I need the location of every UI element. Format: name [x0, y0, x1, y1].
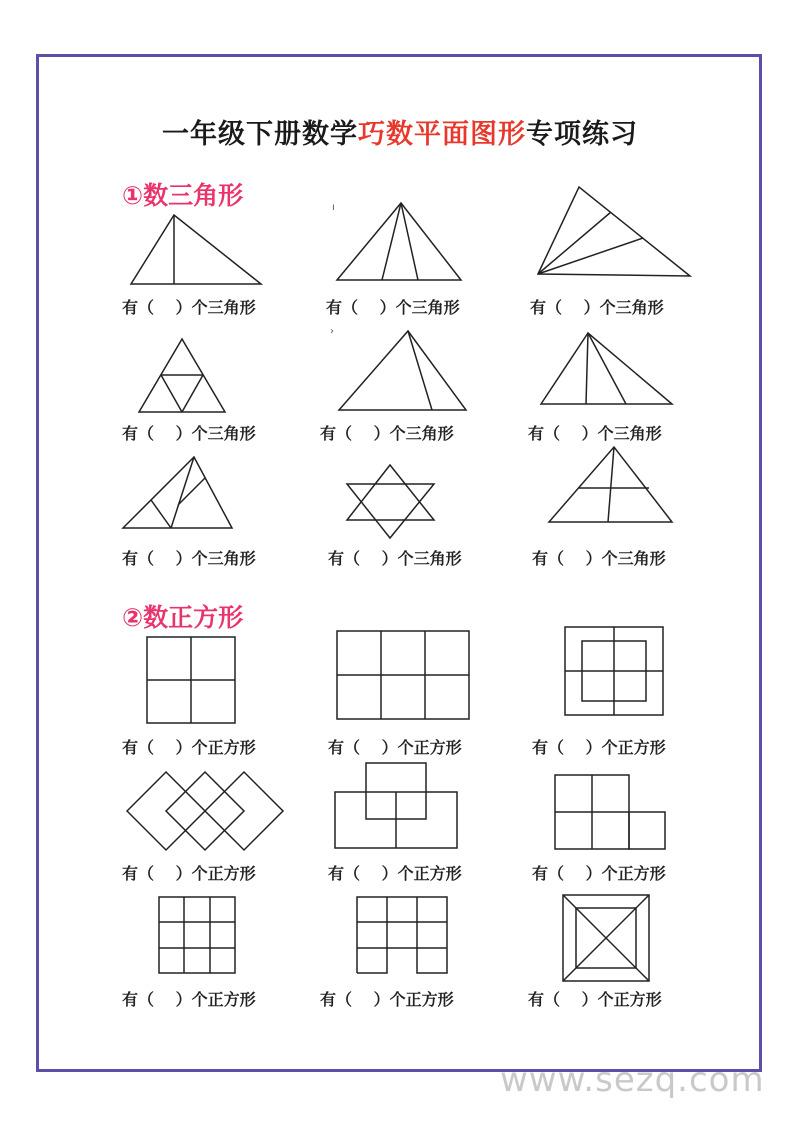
square-figure-5	[334, 762, 458, 850]
triangle-figure-7	[122, 456, 234, 530]
triangle-caption-3: 有（ ）个三角形	[530, 298, 664, 317]
square-caption-1: 有（ ）个正方形	[122, 738, 256, 757]
page-title	[0, 112, 800, 151]
square-caption-2: 有（ ）个正方形	[328, 738, 462, 757]
triangle-caption-2: 有（ ）个三角形	[326, 298, 460, 317]
square-figure-1	[146, 636, 236, 724]
triangle-figure-4	[138, 338, 226, 414]
triangle-figure-8	[346, 464, 436, 540]
square-figure-2	[336, 630, 470, 720]
triangle-caption-4: 有（ ）个三角形	[122, 424, 256, 443]
triangle-figure-5	[338, 330, 468, 412]
triangle-caption-8: 有（ ）个三角形	[328, 549, 462, 568]
triangle-figure-2	[336, 202, 462, 282]
square-caption-9: 有（ ）个正方形	[528, 990, 662, 1009]
triangle-caption-1: 有（ ）个三角形	[122, 298, 256, 317]
square-caption-8: 有（ ）个正方形	[320, 990, 454, 1009]
square-figure-8	[356, 896, 448, 974]
title-part-2: 专项练习	[526, 119, 638, 150]
triangle-figure-3	[536, 186, 692, 278]
square-caption-6: 有（ ）个正方形	[532, 864, 666, 883]
section-count-triangles: ①数三角形	[122, 181, 244, 210]
triangle-caption-6: 有（ ）个三角形	[528, 424, 662, 443]
title-part-1: 一年级下册数学	[162, 119, 358, 150]
square-caption-4: 有（ ）个正方形	[122, 864, 256, 883]
square-caption-3: 有（ ）个正方形	[532, 738, 666, 757]
square-caption-7: 有（ ）个正方形	[122, 990, 256, 1009]
square-figure-4	[126, 770, 286, 852]
triangle-figure-9	[548, 446, 674, 524]
square-figure-3	[564, 626, 664, 716]
triangle-caption-9: 有（ ）个三角形	[532, 549, 666, 568]
square-caption-5: 有（ ）个正方形	[328, 864, 462, 883]
triangle-figure-6	[540, 332, 674, 406]
triangle-figure-1	[130, 214, 262, 286]
square-figure-6	[554, 774, 666, 850]
triangle-caption-7: 有（ ）个三角形	[122, 549, 256, 568]
scan-mark: ›	[330, 326, 334, 337]
section-count-squares: ②数正方形	[122, 603, 244, 632]
title-highlight: 巧数平面图形	[358, 119, 526, 150]
square-figure-7	[158, 896, 236, 974]
triangle-caption-5: 有（ ）个三角形	[320, 424, 454, 443]
square-figure-9	[562, 894, 650, 982]
scan-mark: ı	[332, 202, 335, 213]
watermark: www.sezq.com	[500, 1060, 765, 1100]
